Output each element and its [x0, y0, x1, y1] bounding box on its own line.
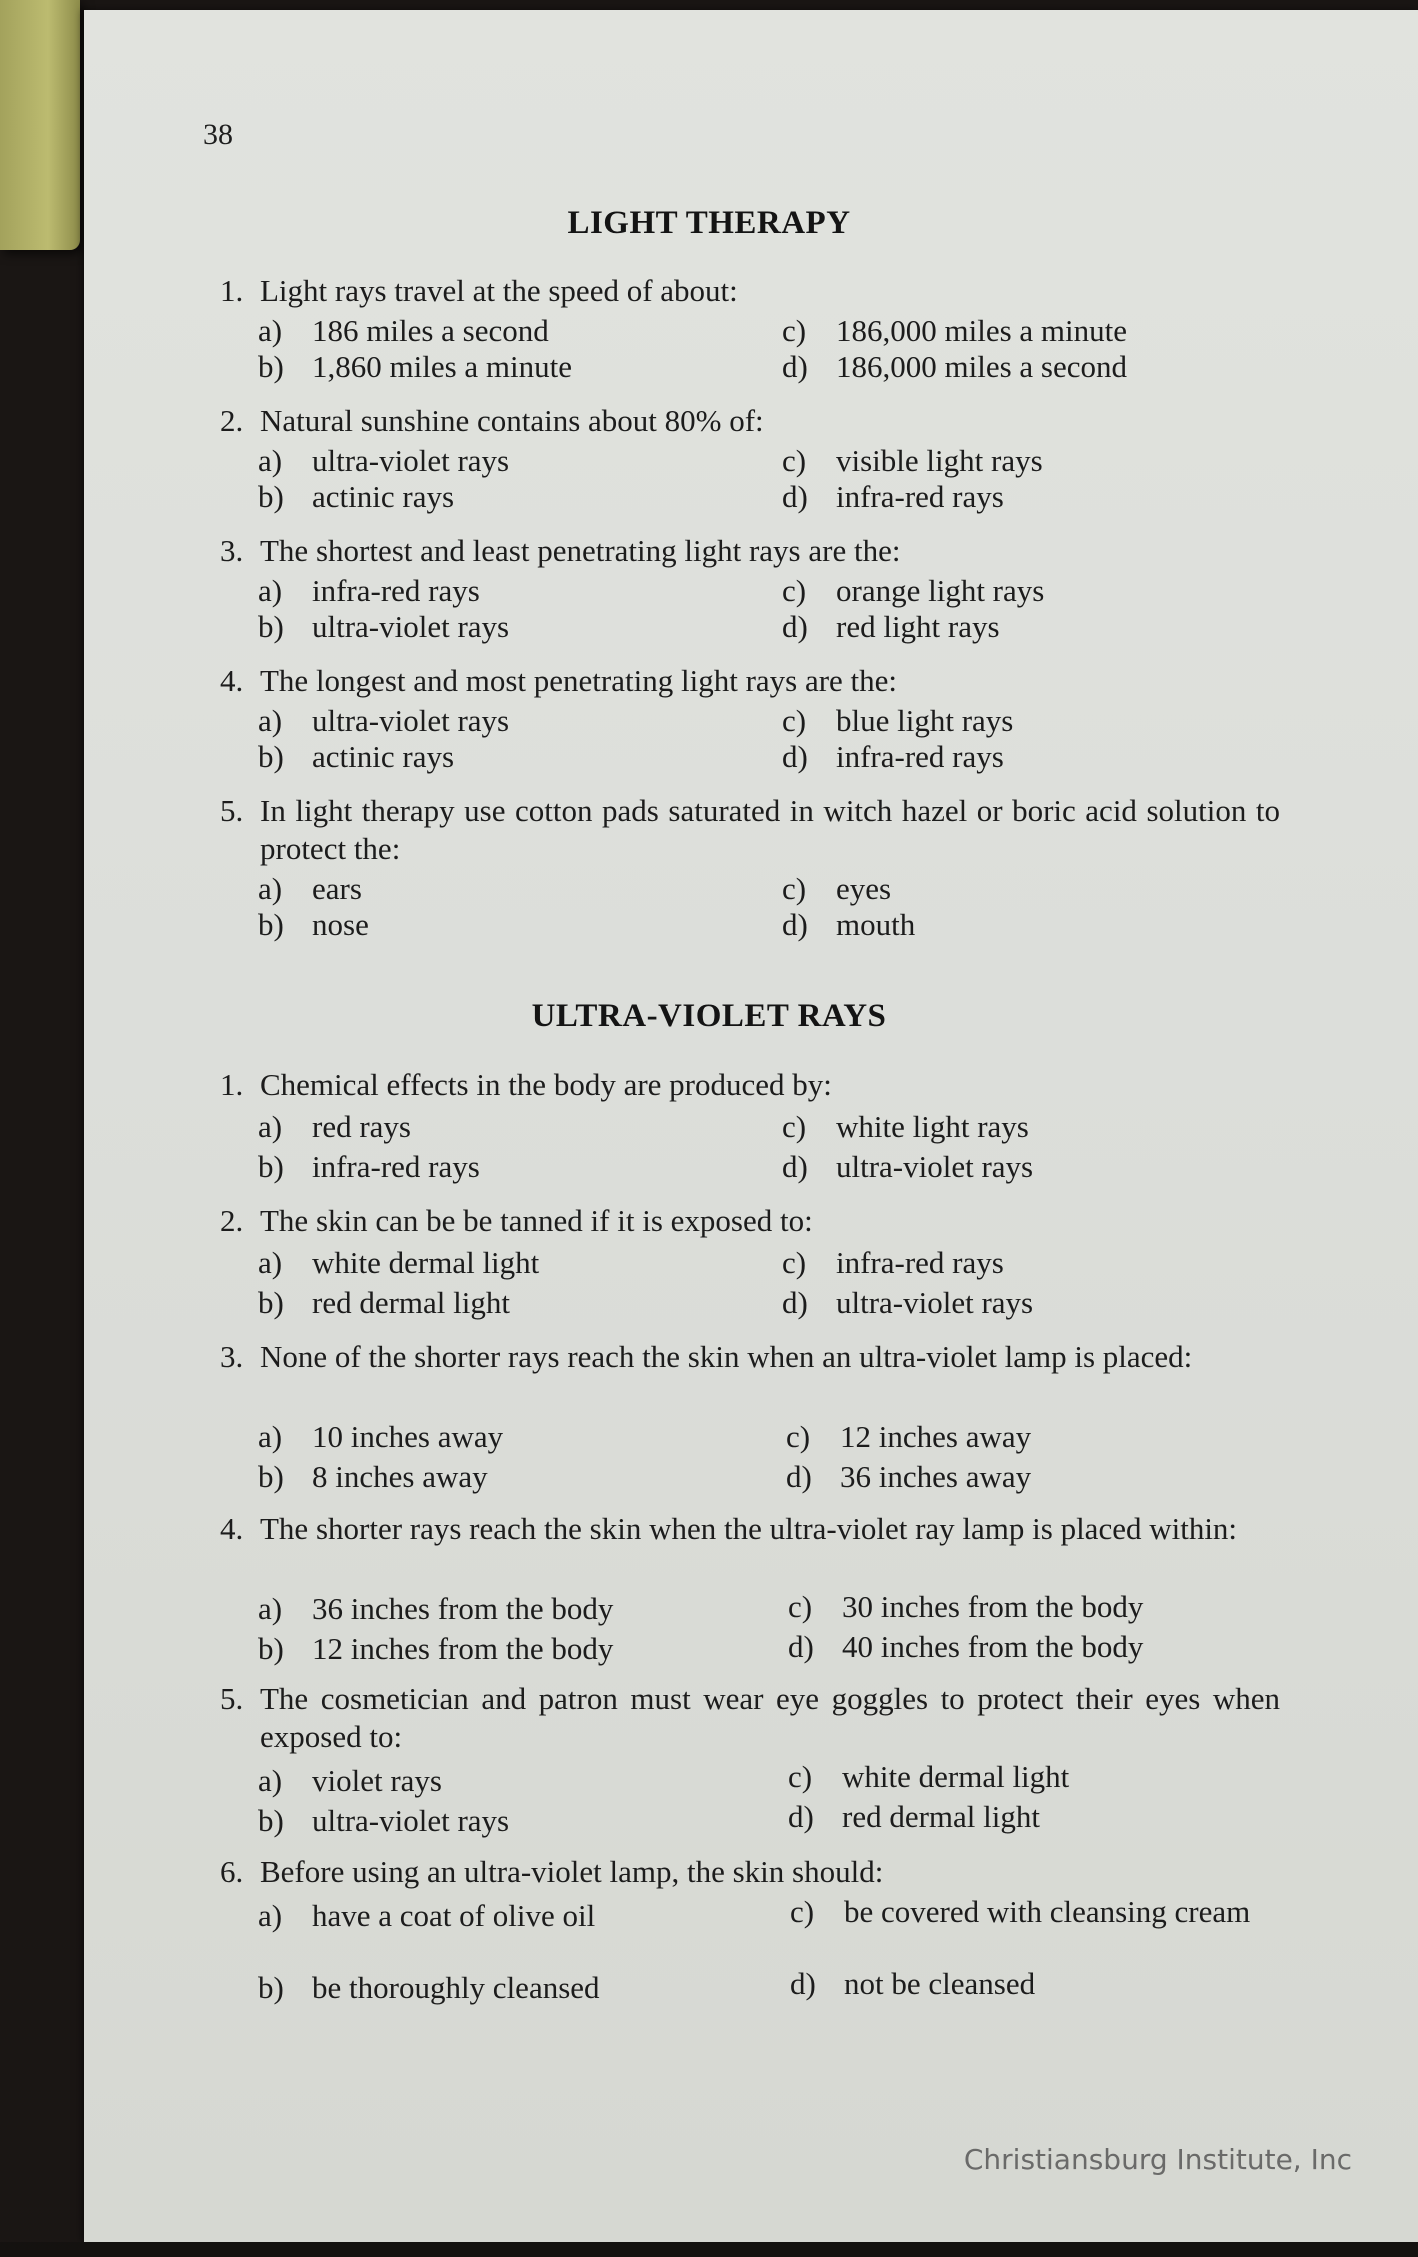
option-d: d) infra-red rays: [782, 739, 1004, 774]
option-c: c) visible light rays: [782, 443, 1043, 478]
option-d: d) 40 inches from the body: [788, 1629, 1144, 1664]
question-text: Before using an ultra-violet lamp, the skin should:: [260, 1854, 884, 1889]
option-d: d) 186,000 miles a second: [782, 349, 1128, 384]
page-edge-shadow: [0, 2242, 1418, 2257]
option-b: b) red dermal light: [258, 1285, 510, 1320]
option-c: c) white dermal light: [788, 1759, 1070, 1794]
option-d: d) red dermal light: [788, 1799, 1040, 1834]
option-b: b) 12 inches from the body: [258, 1631, 614, 1666]
option-b: b) infra-red rays: [258, 1149, 480, 1184]
question-number: 2.: [220, 403, 244, 438]
question-text: Natural sunshine contains about 80% of:: [260, 403, 764, 438]
watermark-text: Christiansburg Institute, Inc: [963, 2143, 1352, 2176]
option-a: a) white dermal light: [258, 1245, 540, 1280]
option-b: b) actinic rays: [258, 739, 455, 774]
option-b: b) nose: [258, 907, 369, 942]
question-number: 6.: [220, 1854, 244, 1889]
question-number: 5.: [220, 1681, 244, 1716]
option-a: a) ears: [258, 871, 362, 906]
option-b: b) ultra-violet rays: [258, 1803, 510, 1838]
option-b: b) actinic rays: [258, 479, 455, 514]
option-c: c) 12 inches away: [786, 1419, 1032, 1454]
option-d: d) ultra-violet rays: [782, 1149, 1034, 1184]
question-text: Chemical effects in the body are produced by:: [260, 1067, 832, 1102]
option-d: d) not be cleansed: [790, 1966, 1036, 2001]
option-b: b) 8 inches away: [258, 1459, 488, 1494]
option-d: d) 36 inches away: [786, 1459, 1032, 1494]
option-c: c) infra-red rays: [782, 1245, 1004, 1280]
page-number: 38: [203, 118, 233, 151]
question-number: 5.: [220, 793, 244, 828]
section-title-ultra-violet: ULTRA-VIOLET RAYS: [531, 998, 887, 1034]
question-number: 1.: [220, 273, 244, 308]
option-a: a) 10 inches away: [258, 1419, 504, 1454]
question-text: The shortest and least penetrating light rays are the:: [260, 533, 901, 568]
question-number: 3.: [220, 533, 244, 568]
question-text: None of the shorter rays reach the skin when an ultra-violet lamp is placed:: [260, 1339, 1193, 1374]
option-a: a) ultra-violet rays: [258, 703, 510, 738]
option-c: c) 30 inches from the body: [788, 1589, 1144, 1624]
option-a: a) red rays: [258, 1109, 411, 1144]
question-number: 1.: [220, 1067, 244, 1102]
option-d: d) mouth: [782, 907, 916, 942]
question-text: Light rays travel at the speed of about:: [260, 273, 738, 308]
option-a: a) 186 miles a second: [258, 313, 549, 348]
question-text: The skin can be be tanned if it is exposed to:: [260, 1203, 813, 1238]
option-d: d) red light rays: [782, 609, 1000, 644]
option-d: d) ultra-violet rays: [782, 1285, 1034, 1320]
option-c: c) eyes: [782, 871, 892, 906]
option-b: b) 1,860 miles a minute: [258, 349, 573, 384]
question-number: 2.: [220, 1203, 244, 1238]
option-a: a) have a coat of olive oil: [258, 1898, 596, 1933]
question-text: The shorter rays reach the skin when the ultra-violet ray lamp is placed within:: [260, 1511, 1238, 1546]
question-number: 3.: [220, 1339, 244, 1374]
option-b: b) be thoroughly cleansed: [258, 1970, 600, 2005]
option-c: c) 186,000 miles a minute: [782, 313, 1128, 348]
option-c: c) be covered with cleansing cream: [790, 1894, 1251, 1929]
option-c: c) white light rays: [782, 1109, 1029, 1144]
question-number: 4.: [220, 663, 244, 698]
option-a: a) ultra-violet rays: [258, 443, 510, 478]
question-number: 4.: [220, 1511, 244, 1546]
option-a: a) violet rays: [258, 1763, 442, 1798]
question-text: In light therapy use cotton pads saturated in witch hazel or boric acid solution to protect the:: [260, 793, 1280, 866]
section-title-light-therapy: LIGHT THERAPY: [567, 205, 851, 241]
option-b: b) ultra-violet rays: [258, 609, 510, 644]
question-text: The longest and most penetrating light rays are the:: [260, 663, 898, 698]
option-c: c) blue light rays: [782, 703, 1014, 738]
option-a: a) infra-red rays: [258, 573, 480, 608]
option-c: c) orange light rays: [782, 573, 1045, 608]
option-a: a) 36 inches from the body: [258, 1591, 614, 1626]
option-d: d) infra-red rays: [782, 479, 1004, 514]
question-text: The cosmetician and patron must wear eye goggles to protect their eyes when exposed to:: [260, 1681, 1280, 1754]
